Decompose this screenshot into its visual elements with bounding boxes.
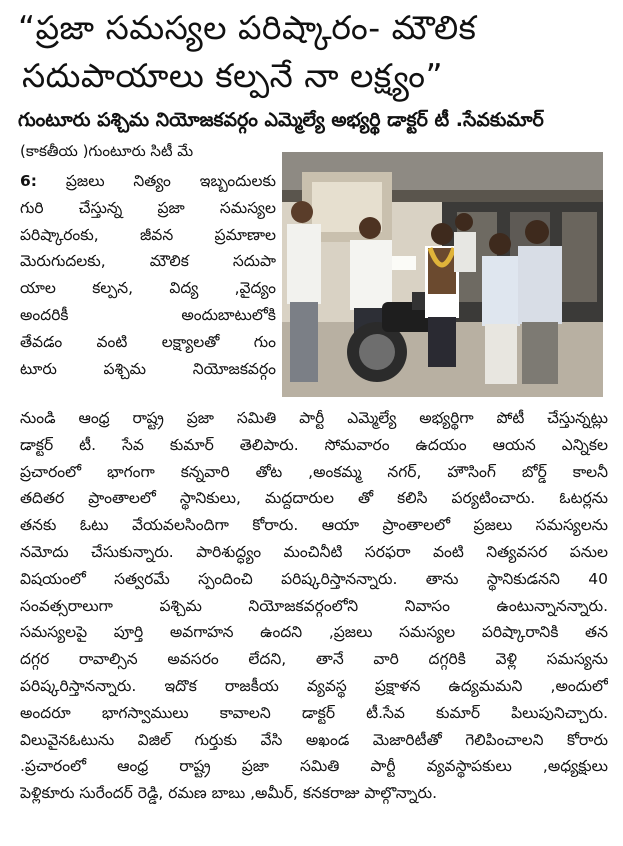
campaign-photo-illustration bbox=[282, 152, 603, 397]
body-line-8: సంవత్సరాలుగా పశ్చిమ నియోజకవర్గంలోని నివాసం ఉంటున్నానన్నారు. bbox=[20, 596, 608, 615]
left-line-7: తేవడం వంటి లక్ష్యాలతో గుం bbox=[20, 332, 276, 351]
body-line-11: పరిష్కరిస్తానన్నారు. ఇదొక రాజకీయ వ్యవస్థ ప్రక్షాళన ఉద్యమమని ,అందులో bbox=[20, 676, 608, 695]
lead-number: 6: bbox=[20, 172, 37, 190]
body-line-1: నుండి ఆంధ్ర రాష్ట్ర ప్రజా సమితి పార్టీ ఎమ్మెల్యే అభ్యర్థిగా పోటీ చేస్తున్నట్లు bbox=[20, 409, 608, 427]
body-line-13: విలువైనఓటును విజిల్ గుర్తుకు వేసి అఖండ మెజారిటీతో గెలిపించాలని కోరారు bbox=[20, 730, 608, 749]
left-line-1-text: ప్రజలు నిత్యం ఇబ్బందులకు bbox=[65, 172, 276, 190]
left-line-3: పరిష్కారంకు, జీవన ప్రమాణాల bbox=[20, 225, 276, 244]
body-line-7: విషయంలో సత్వరమే స్పందించి పరిష్కరిస్తానన్నారు. తాను స్థానికుడనని 40 bbox=[20, 569, 608, 588]
body-line-5: తనకు ఓటు వేయవలసిందిగా కోరారు. ఆయా ప్రాంతాలలో ప్రజలు సమస్యలను bbox=[20, 516, 608, 535]
body-line-2: డాక్టర్ టీ. సేవ కుమార్ తెలిపారు. సోమవారం ఉదయం ఆయన ఎన్నికల bbox=[20, 435, 608, 454]
subheadline: గుంటూరు పశ్చిమ నియోజకవర్గం ఎమ్మెల్యే అభ్యర్థి డాక్టర్ టీ .సేవకుమార్ bbox=[18, 109, 544, 131]
body-line-4: తదితర ప్రాంతాలలో స్థానికులు, మద్దదారుల తో కలిసి పర్యటించారు. ఓటర్లను bbox=[20, 489, 608, 508]
left-line-6: అందరికీ అందుబాటులోకి bbox=[20, 305, 276, 324]
body-line-9: సమస్యలపై పూర్తి అవగాహన ఉందని ,ప్రజలు సమస్యల పరిష్కారానికి తన bbox=[20, 623, 608, 642]
headline-line-2: సదుపాయాలు కల్పనే నా లక్ష్యం” bbox=[22, 56, 444, 95]
headline-line-1: “ప్రజా సమస్యల పరిష్కారం- మౌలిక bbox=[18, 8, 477, 47]
dateline: (కాకతీయ )గుంటూరు సిటీ మే bbox=[20, 142, 194, 160]
body-line-6: నమోదు చేసుకున్నారు. పారిశుద్ధ్యం మంచినీటి సరఫరా వంటి నిత్యవసర పనుల bbox=[20, 542, 608, 561]
left-line-8: టూరు పశ్చిమ నియోజకవర్గం bbox=[20, 359, 276, 378]
body-line-15: పెళ్లికూరు సురేందర్ రెడ్డి, రమణ బాబు ,అమీర్, కనకరాజు పాల్గొన్నారు. bbox=[20, 784, 438, 803]
left-line-4: మెరుగుదలకు, మౌలిక సదుపా bbox=[20, 252, 276, 271]
body-line-14: .ప్రచారంలో ఆంధ్ర రాష్ట్ర ప్రజా సమితి పార్టీ వ్యవస్థాపకులు ,అధ్యక్షులు bbox=[20, 757, 608, 776]
body-line-3: ప్రచారంలో భాగంగా కన్నవారి తోట ,అంకమ్మ నగర్, హౌసింగ్ బోర్డ్ కాలనీ bbox=[20, 462, 608, 481]
left-column bbox=[20, 168, 276, 382]
body-line-10: దగ్గర రావాల్సిన అవసరం లేదని, తానే వారి దగ్గరికి వెళ్లి సమస్యను bbox=[20, 650, 608, 669]
left-line-1 bbox=[20, 168, 276, 195]
full-width-body bbox=[20, 405, 608, 807]
campaign-photo bbox=[282, 152, 603, 397]
left-line-2: గురి చేస్తున్న ప్రజా సమస్యల bbox=[20, 198, 276, 217]
body-line-12: అందరూ భాగస్వాములు కావాలని డాక్టర్ టీ.సేవ కుమార్ పిలుపునిచ్చారు. bbox=[20, 703, 608, 722]
left-line-5: యాల కల్పన, విద్య ,వైద్యం bbox=[20, 279, 276, 298]
